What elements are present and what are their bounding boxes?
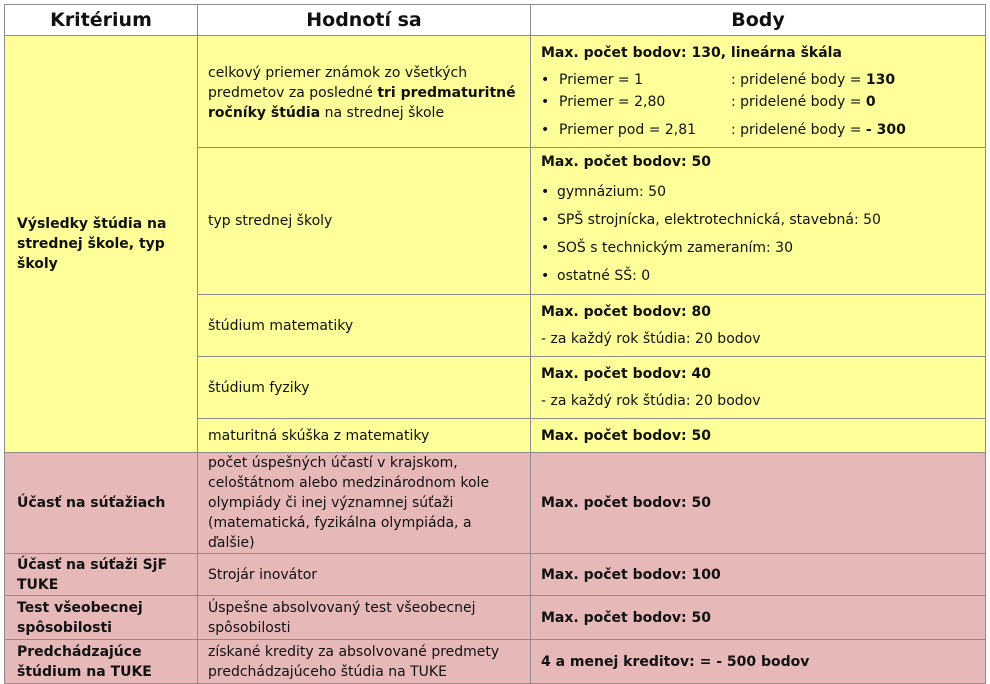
list-item-text: : pridelené body = — [731, 71, 866, 88]
header-kriterium: Kritérium — [5, 5, 198, 36]
list-item — [541, 119, 975, 141]
list-item — [541, 262, 975, 290]
list-item-value: 0 — [865, 93, 876, 110]
max-points: Max. počet bodov: 80 — [541, 304, 711, 320]
evaluated-cell: Strojár inovátor — [198, 554, 531, 596]
evaluated-cell: získané kredity za absolvované predmety predchádzajúceho štúdia na TUKE — [198, 640, 531, 684]
list-item-label: Priemer = 2,80 — [559, 93, 666, 110]
bullet-icon: • — [541, 212, 550, 228]
list-item-label: Priemer = 1 — [559, 71, 643, 88]
points-note: - za každý rok štúdia: 20 bodov — [541, 331, 761, 347]
points-cell — [531, 36, 986, 148]
evaluated-cell — [198, 36, 531, 148]
max-points: Max. počet bodov: 50 — [541, 154, 711, 170]
list-item-label: Priemer pod = 2,81 — [559, 121, 697, 138]
list-item-value: 130 — [865, 71, 896, 88]
bullet-icon: • — [541, 240, 550, 256]
header-hodnoti: Hodnotí sa — [198, 5, 531, 36]
list-item-value: - 300 — [865, 121, 906, 138]
list-item-text: SPŠ strojnícka, elektrotechnická, stavebná: 50 — [557, 212, 881, 228]
evaluated-cell: štúdium fyziky — [198, 357, 531, 419]
criterion-cell: Účasť na súťaži SjF TUKE — [5, 554, 198, 596]
points-cell: Max. počet bodov: 100 — [531, 554, 986, 596]
evaluated-text: na strednej škole — [320, 104, 445, 121]
evaluated-text-bold: tri predmaturitné ročníky štúdia — [208, 84, 516, 121]
school-type-list — [541, 178, 975, 290]
table-row — [5, 36, 986, 148]
points-cell: Max. počet bodov: 50 — [531, 419, 986, 453]
list-item-text: : pridelené body = — [731, 121, 866, 138]
bullet-icon: • — [541, 121, 550, 138]
bullet-icon: • — [541, 184, 550, 200]
evaluated-cell: maturitná skúška z matematiky — [198, 419, 531, 453]
points-cell: 4 a menej kreditov: = - 500 bodov — [531, 640, 986, 684]
header-row — [5, 5, 986, 36]
list-item-text: SOŠ s technickým zameraním: 30 — [557, 240, 793, 256]
table-row — [5, 596, 986, 640]
criterion-cell: Výsledky štúdia na strednej škole, typ školy — [5, 36, 198, 453]
evaluated-cell: štúdium matematiky — [198, 295, 531, 357]
list-item — [541, 206, 975, 234]
points-cell: Max. počet bodov: 50 — [531, 596, 986, 640]
criteria-table — [4, 4, 986, 684]
points-cell: Max. počet bodov: 50 — [531, 453, 986, 554]
criterion-cell: Predchádzajúce štúdium na TUKE — [5, 640, 198, 684]
criterion-cell: Účasť na súťažiach — [5, 453, 198, 554]
evaluated-cell: typ strednej školy — [198, 148, 531, 295]
list-item — [541, 69, 975, 91]
table-row — [5, 453, 986, 554]
evaluated-cell: počet úspešných účastí v krajskom, celoštátnom alebo medzinárodnom kole olympiády či inej významnej súťaži (matematická, fyzikálna olympiáda, a ďalšie) — [198, 453, 531, 554]
bullet-icon: • — [541, 268, 550, 284]
bullet-icon: • — [541, 93, 550, 110]
criterion-cell: Test všeobecnej spôsobilosti — [5, 596, 198, 640]
list-item — [541, 178, 975, 206]
list-item — [541, 234, 975, 262]
list-item-text: : pridelené body = — [731, 93, 866, 110]
average-list — [541, 69, 975, 141]
list-item-text: ostatné SŠ: 0 — [557, 268, 651, 284]
header-body: Body — [531, 5, 986, 36]
list-item — [541, 91, 975, 113]
evaluated-cell: Úspešne absolvovaný test všeobecnej spôsobilosti — [198, 596, 531, 640]
evaluated-text: celkový priemer známok zo všetkých predmetov za posledné — [208, 64, 468, 101]
list-item-text: gymnázium: 50 — [557, 184, 666, 200]
points-cell — [531, 357, 986, 419]
table-row — [5, 554, 986, 596]
points-note: - za každý rok štúdia: 20 bodov — [541, 393, 761, 409]
points-cell — [531, 295, 986, 357]
max-points: Max. počet bodov: 40 — [541, 366, 711, 382]
table-row — [5, 640, 986, 684]
points-cell — [531, 148, 986, 295]
bullet-icon: • — [541, 71, 550, 88]
max-points: Max. počet bodov: 130, lineárna škála — [541, 44, 842, 61]
